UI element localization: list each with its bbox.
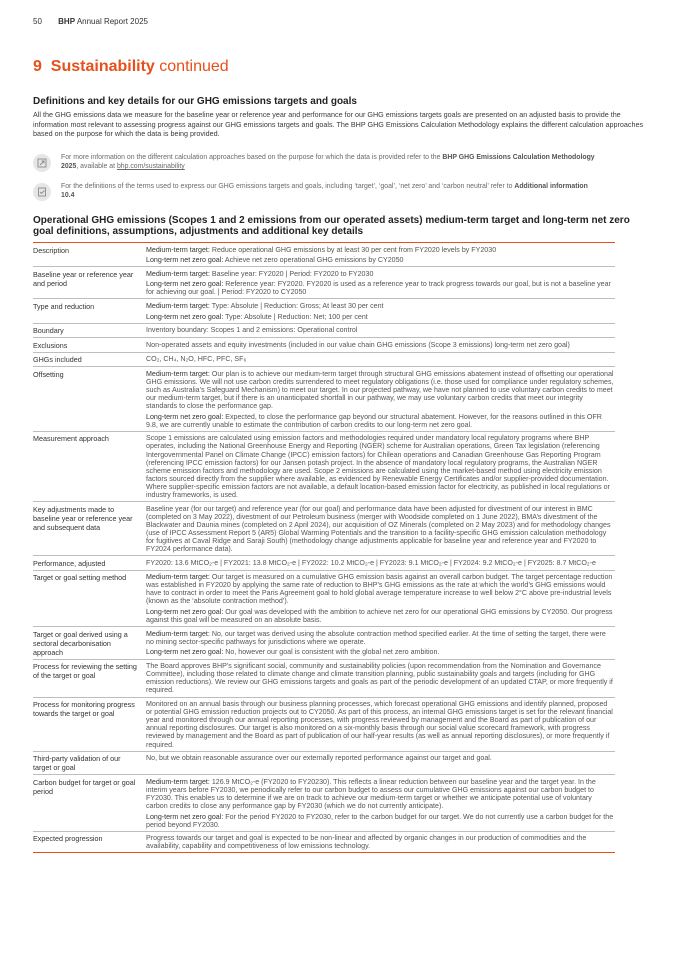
row-text: Baseline year (for our target) and reference year (for our goal) and performance data have been adjusted for divestment of our interest in BMC (completed on 3 May 2022), divestment of our Petroleum business (merger with Woodside completed on 1 June 2022), BMA’s divestment of the Blackwater and Daunia mines (completed on 2 April 2024), our acquisition of OZ Minerals (completed on 2 May 2023) and for methodology changes (use of IPCC Assessment Report 5 (AR5) Global Warming Potentials and the transition to a facility-specific GHG emission calculation methodology for fugitives at Caval Ridge and Saraji South) (methodology change adjustments applicable for baseline year and reference year and FY2020 to FY2024 performance data).: [146, 504, 611, 554]
row-text: FY2020: 13.6 MtCO₂-e | FY2021: 13.8 MtCO₂-e | FY2022: 10.2 MtCO₂-e | FY2023: 9.1 MtCO₂-e | FY2024: 9.2 MtCO₂-e | FY2025: 8.7 MtCO₂-e: [146, 558, 596, 567]
row-paragraph: [146, 608, 615, 624]
row-paragraph: [146, 256, 615, 264]
row-text: For the period FY2020 to FY2030, refer to the carbon budget for our target. We do not currently use a carbon budget for the period beyond FY2030.: [146, 812, 614, 829]
section-number: 9: [33, 58, 42, 75]
row-keyword: Medium-term target:: [146, 369, 210, 378]
row-text: Inventory boundary: Scopes 1 and 2 emissions: Operational control: [146, 326, 358, 335]
row-label: Offsetting: [33, 369, 64, 379]
table-row: [33, 775, 615, 832]
row-value: [146, 630, 615, 657]
row-value: [146, 326, 615, 335]
table-row: [33, 324, 615, 339]
row-paragraph: [146, 313, 615, 321]
row-text: Our goal was developed with the ambition to achieve net zero for our operational GHG emissions by CY2050. Our progress against this goal will be measured on an absolute basis.: [146, 608, 613, 625]
row-keyword: Long-term net zero goal:: [146, 280, 224, 289]
row-text: 126.9 MtCO₂-e (FY2020 to FY20230). This reflects a linear reduction between our baseline year and the target year. In the interim years before FY2030, we periodically refer to our carbon budget to assess our cumulative GHG emissions against our carbon budget to FY2030. This enables us to determine if we are on track to achieve our medium-term target or whether we anticipate potential use of voluntary carbon credits to close any performance gap by FY2030 (which we do not currently anticipate).: [146, 777, 596, 810]
row-text: Non-operated assets and equity investments (included in our value chain GHG emissions (Scope 3 emissions) long-term net zero goal): [146, 340, 570, 349]
definitions-table: [33, 242, 615, 853]
table-row: [33, 338, 615, 353]
row-label: Description: [33, 245, 69, 255]
row-paragraph: [146, 246, 615, 254]
row-value: [146, 559, 615, 568]
row-keyword: Long-term net zero goal:: [146, 608, 224, 616]
row-text: Our target is measured on a cumulative GHG emission basis against an overall carbon budget. The target percentage reduction was established in FY2020 by applying the same rate of reduction to BHP’s GHG emissions as the rate at which the world’s GHG emissions would have to contract in order to meet the Paris Agreement goal to hold global average temperature increase to well below 2°C above pre-industrial levels (known as the ‘absolute contraction method’).: [146, 573, 613, 606]
page-title: [33, 58, 229, 76]
row-label: Third-party validation of our target or goal: [33, 754, 121, 773]
row-value: [146, 434, 615, 499]
operational-emissions-heading: Operational GHG emissions (Scopes 1 and 2 emissions from our operated assets) medium-term target and long-term net zero goal definitions, assumptions, adjustments and additional key details: [33, 215, 630, 237]
table-row: [33, 243, 615, 267]
row-keyword: Medium-term target:: [146, 301, 210, 310]
table-row: [33, 627, 615, 660]
row-paragraph: [146, 573, 615, 605]
note-methodology: [33, 153, 645, 172]
row-label: Key adjustments made to baseline year or reference year and subsequent data: [33, 504, 133, 532]
row-value: [146, 505, 615, 554]
sustainability-link[interactable]: bhp.com/sustainability: [116, 163, 185, 170]
row-text: Expected, to close the performance gap beyond our structural abatement. However, for the reasons outlined in this OFR 9.8, we are currently unable to estimate the contribution of carbon credits to our long-term net zero goal.: [146, 412, 602, 429]
row-paragraph: [146, 302, 615, 310]
row-paragraph: [146, 700, 615, 749]
report-name: Annual Report 2025: [76, 17, 148, 26]
row-value: [146, 700, 615, 749]
row-value: [146, 662, 615, 694]
row-paragraph: [146, 355, 615, 363]
row-text: Progress towards our target and goal is expected to be non-linear and affected by organic changes in our production of commodities and the availability, capability and competitiveness of low emissions technology.: [146, 834, 587, 851]
row-paragraph: [146, 834, 615, 850]
row-text: No, our target was derived using the absolute contraction method specified earlier. At the time of setting the target, there were no mining sector-specific pathways for jurisdictions where we operate.: [146, 629, 606, 646]
row-label: Target or goal setting method: [33, 573, 127, 583]
row-value: [146, 302, 615, 321]
row-label: Process for monitoring progress towards the target or goal: [33, 700, 135, 719]
row-keyword: Long-term net zero goal:: [146, 256, 224, 265]
running-header: [33, 17, 148, 26]
row-label: Measurement approach: [33, 434, 109, 444]
row-label: GHGs included: [33, 355, 82, 365]
row-paragraph: [146, 754, 615, 762]
row-text: Reduce operational GHG emissions by at least 30 per cent from FY2020 levels by FY2030: [209, 245, 497, 254]
table-row: [33, 299, 615, 323]
row-paragraph: [146, 662, 615, 694]
row-text: Type: Absolute | Reduction: Net; 100 per cent: [223, 312, 368, 321]
external-link-icon: [33, 154, 51, 172]
row-text: The Board approves BHP’s significant social, community and sustainability policies (upon recommendation from the Nomination and Governance Committee), including those related to climate change and climate transition planning, public sustainability goals and targets (including for GHG emission reductions). We review our GHG emissions targets and goals as part of the periodic development of an updated CTAP, or more frequently if required.: [146, 662, 613, 695]
document-check-icon: [33, 183, 51, 201]
row-text: No, however our goal is consistent with the global net zero ambition.: [223, 648, 440, 657]
row-paragraph: [146, 648, 615, 656]
continued-label: continued: [159, 58, 229, 75]
table-row: [33, 502, 615, 556]
row-keyword: Medium-term target:: [146, 245, 210, 254]
row-keyword: Medium-term target:: [146, 269, 210, 278]
row-text: Achieve net zero operational GHG emissions by CY2050: [223, 256, 404, 265]
row-value: [146, 834, 615, 850]
row-text: Reference year: FY2020. FY2020 is used as a reference year to track progress towards our goal, but is not a baseline year for achieving our goal. | Period: FY2020 to CY2050: [146, 280, 611, 297]
row-label: Carbon budget for target or goal period: [33, 777, 136, 796]
row-paragraph: [146, 370, 615, 410]
note-methodology-text: For more information on the different calculation approaches based on the purpose for which the data is provided refer to the BHP GHG Emissions Calculation Methodology 2025, available at bhp.com/sustainability: [61, 154, 595, 170]
row-label: Performance, adjusted: [33, 558, 106, 568]
row-paragraph: [146, 778, 615, 810]
table-row: [33, 432, 615, 502]
brand-name: BHP: [58, 17, 76, 26]
row-paragraph: [146, 630, 615, 646]
table-row: [33, 353, 615, 368]
row-text: No, but we obtain reasonable assurance over our externally reported performance against our target and goal.: [146, 754, 492, 763]
row-paragraph: [146, 280, 615, 296]
definitions-heading: Definitions and key details for our GHG emissions targets and goals: [33, 96, 357, 107]
row-paragraph: [146, 559, 615, 567]
row-label: Boundary: [33, 326, 64, 336]
table-row: [33, 752, 615, 776]
section-title: Sustainability: [50, 58, 155, 75]
row-label: Exclusions: [33, 340, 68, 350]
table-row: [33, 698, 615, 752]
row-value: [146, 341, 615, 350]
row-text: Monitored on an annual basis through our business planning processes, which forecast operational GHG emissions and identify planned, proposed or potential GHG emission reduction projects out to CY2050. As part of this process, an internal GHG emissions target is set for the relevant financial year and monitored through our annual reporting processes, with progress reviewed by management and the Board as part of publication of our annual reporting disclosures. Our target is also monitored on a six-monthly basis through our social value scorecard framework, with progress reviewed by management and the Board as part of publication of our half-year results (as well as annual reporting disclosures), or more frequently if required.: [146, 700, 613, 749]
row-keyword: Medium-term target:: [146, 629, 210, 638]
table-row: [33, 556, 615, 571]
row-keyword: Long-term net zero goal:: [146, 312, 224, 321]
row-label: Baseline year or reference year and period: [33, 269, 134, 288]
row-value: [146, 778, 615, 829]
table-row: [33, 660, 615, 698]
row-text: Scope 1 emissions are calculated using emission factors and methodologies required under mandatory local regulatory programs where BHP operates, including the National Greenhouse Energy and Reporting (NGER) scheme for Australian operations, Green Tax legislation (referencing Intergovernmental Panel on Climate Change (IPCC) emission factors) for Chilean operations and Canadian Greenhouse Gas Reporting Program (referencing IPCC emission factors) for our Jansen potash project. In the absence of mandatory local regulatory programs, the Australian NGER scheme emission factors and methodology are used. Scope 2 emissions are calculated using the market-based method using electricity emission factors sourced directly from the supplier where available, as evidenced by Renewable Energy Certificates and/or supplier-provided documentation. Where supplier-specific emission factors are not available, a default location-based emission factor for electricity, as published in local regulations or industry frameworks, is used.: [146, 434, 610, 499]
row-label: Expected progression: [33, 834, 103, 844]
row-paragraph: [146, 434, 615, 499]
row-paragraph: [146, 326, 615, 334]
row-text: Baseline year: FY2020 | Period: FY2020 to FY2030: [209, 269, 374, 278]
row-text: CO₂, CH₄, N₂O, HFC, PFC, SF₆: [146, 355, 247, 364]
row-label: Process for reviewing the setting of the target or goal: [33, 662, 137, 681]
definitions-intro: All the GHG emissions data we measure for the baseline year or reference year and performance for our GHG emissions targets goals are presented on an adjusted basis to provide the information most relevant to assessing progress against our GHG emissions targets and goals. The BHP GHG Emissions Calculation Methodology explains the different calculation approaches based on the purpose for which the data is being provided.: [33, 110, 644, 139]
table-row: [33, 267, 615, 299]
row-paragraph: [146, 341, 615, 349]
row-keyword: Long-term net zero goal:: [146, 812, 224, 821]
row-paragraph: [146, 505, 615, 554]
note-definitions: [33, 182, 645, 201]
table-row: [33, 832, 615, 854]
row-value: [146, 246, 615, 265]
row-keyword: Medium-term target:: [146, 777, 210, 786]
row-keyword: Long-term net zero goal:: [146, 648, 224, 657]
row-text: Type: Absolute | Reduction: Gross; At least 30 per cent: [209, 301, 384, 310]
row-value: [146, 355, 615, 364]
row-paragraph: [146, 413, 615, 429]
row-value: [146, 270, 615, 297]
row-keyword: Medium-term target:: [146, 573, 210, 582]
page-number: 50: [33, 17, 42, 26]
row-paragraph: [146, 813, 615, 829]
note-definitions-text: For the definitions of the terms used to express our GHG emissions targets and goals, including ‘target’, ‘goal’, ‘net zero’ and ‘carbon neutral’ refer to Additional information 10.4: [61, 183, 588, 199]
row-value: [146, 573, 615, 624]
table-row: [33, 367, 615, 432]
row-label: Type and reduction: [33, 301, 95, 311]
row-keyword: Long-term net zero goal:: [146, 412, 224, 421]
row-value: [146, 370, 615, 429]
row-paragraph: [146, 270, 615, 278]
table-row: [33, 571, 615, 628]
row-value: [146, 754, 615, 772]
row-label: Target or goal derived using a sectoral decarbonisation approach: [33, 629, 128, 657]
row-text: Our plan is to achieve our medium-term target through structural GHG emissions abatement instead of offsetting our operational GHG emissions. We will not use carbon credits surrendered to meet regulatory obligations (i.e. those used for compliance under regulatory schemes, such as Australia’s Safeguard Mechanism) to meet our target. In our projected pathway, we have not planned to use voluntary carbon credits to meet our medium-term target, but if there is an unanticipated shortfall in our pathway, we may use voluntary carbon credits that meet our integrity standards to close the performance gap.: [146, 369, 614, 411]
